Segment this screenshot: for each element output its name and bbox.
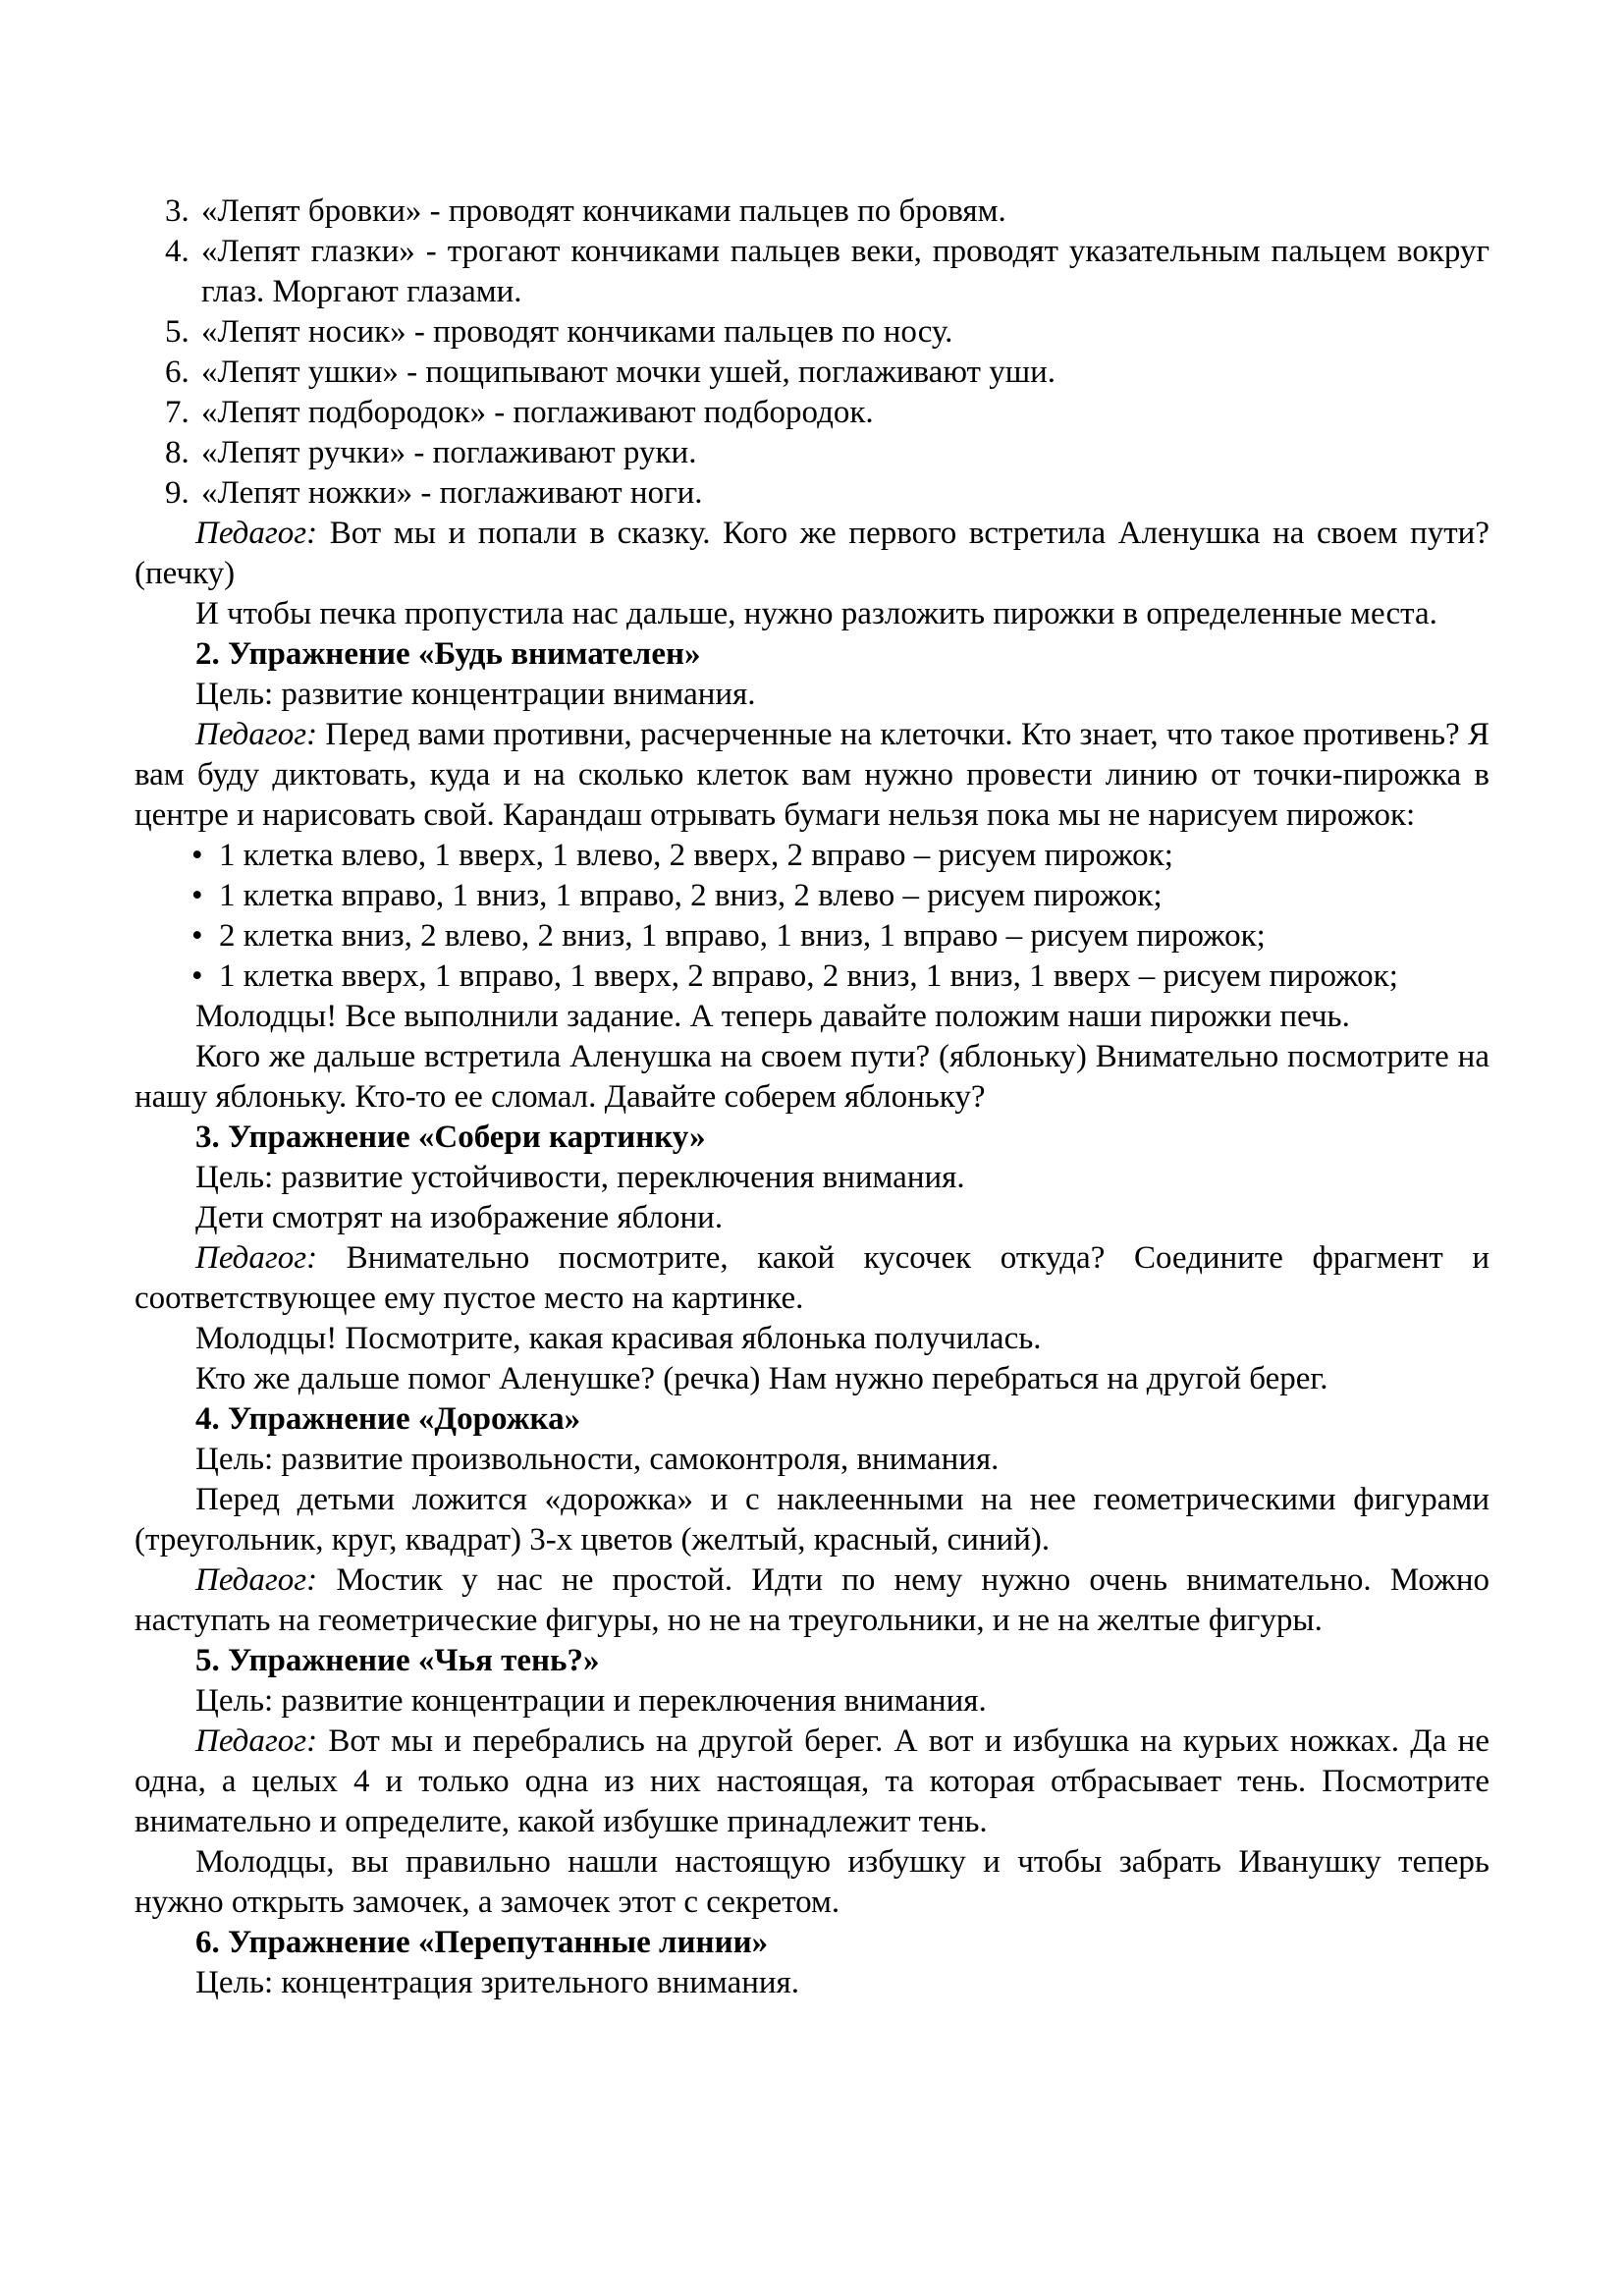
paragraph-teacher-5 [135, 1722, 1489, 1842]
teacher-label: Педагог: [195, 717, 318, 752]
list-item-text: «Лепят глазки» - трогают кончиками пальцев веки, проводят указательным пальцем вокруг глаз. Моргают глазами. [201, 234, 1489, 309]
teacher-label: Педагог: [195, 1723, 318, 1759]
paragraph-ex2-after2: Кого же дальше встретила Аленушка на своем пути? (яблоньку) Внимательно посмотрите на нашу яблоньку. Кто-то ее сломал. Давайте соберем яблоньку? [135, 1039, 1489, 1115]
teacher-label: Педагог: [195, 1240, 318, 1276]
numbered-list [135, 191, 1489, 514]
paragraph-ex3-after1: Молодцы! Посмотрите, какая красивая яблонька получилась. [195, 1321, 1042, 1356]
paragraph-goal-6: Цель: концентрация зрительного внимания. [195, 1965, 799, 2000]
list-item-text: «Лепят носик» - проводят кончиками пальцев по носу. [201, 314, 953, 350]
bullet-icon: • [191, 918, 203, 954]
paragraph-teacher-4 [135, 1560, 1489, 1641]
teacher-label: Педагог: [195, 1562, 318, 1598]
list-item [135, 393, 1489, 433]
list-item-number: 5. [165, 314, 189, 350]
paragraph-ex3-after2: Кто же дальше помог Аленушке? (речка) Нам нужно перебраться на другой берег. [195, 1361, 1328, 1396]
list-item [135, 433, 1489, 473]
list-item [135, 232, 1489, 312]
bullet-item [135, 876, 1489, 916]
list-item [135, 353, 1489, 393]
list-item [135, 473, 1489, 514]
paragraph-text: Внимательно посмотрите, какой кусочек откуда? Соедините фрагмент и соответствующее ему пустое место на картинке. [135, 1240, 1489, 1316]
paragraph-ex5-after1: Молодцы, вы правильно нашли настоящую избушку и чтобы забрать Иванушку теперь нужно открыть замочек, а замочек этот с секретом. [135, 1844, 1489, 1920]
paragraph-goal-2: Цель: развитие концентрации внимания. [195, 677, 756, 712]
paragraph-ex2-after1: Молодцы! Все выполнили задание. А теперь давайте положим наши пирожки печь. [195, 999, 1350, 1034]
paragraph-teacher-intro [135, 514, 1489, 594]
list-item-number: 4. [165, 234, 189, 269]
paragraph-goal-4: Цель: развитие произвольности, самоконтроля, внимания. [195, 1442, 1000, 1477]
bullet-icon: • [191, 958, 203, 994]
paragraph-text: Вот мы и перебрались на другой берег. А вот и избушка на курьих ножках. Да не одна, а целых 4 и только одна из них настоящая, та которая отбрасывает тень. Посмотрите внимательно и определите, какой избушке принадлежит тень. [135, 1723, 1489, 1839]
bullet-icon: • [191, 878, 203, 913]
paragraph-intro-next: И чтобы печка пропустила нас дальше, нужно разложить пирожки в определенные места. [195, 596, 1437, 631]
list-item-number: 9. [165, 475, 189, 511]
paragraph-teacher-2 [135, 715, 1489, 836]
paragraph-text: Перед вами противни, расчерченные на клеточки. Кто знает, что такое противень? Я вам буду диктовать, куда и на сколько клеток вам нужно провести линию от точки-пирожка в центре и нарисовать свой. Карандаш отрывать бумаги нельзя пока мы не нарисуем пирожок: [135, 717, 1489, 833]
heading-exercise-6: 6. Упражнение «Перепутанные линии» [195, 1925, 769, 1960]
paragraph-goal-3: Цель: развитие устойчивости, переключения внимания. [195, 1160, 965, 1195]
bullet-text: 1 клетка вправо, 1 вниз, 1 вправо, 2 вниз, 2 влево – рисуем пирожок; [219, 878, 1163, 913]
heading-exercise-3: 3. Упражнение «Собери картинку» [195, 1120, 706, 1155]
heading-exercise-2: 2. Упражнение «Будь внимателен» [195, 636, 701, 672]
heading-exercise-4: 4. Упражнение «Дорожка» [195, 1401, 581, 1437]
paragraph-text: Мостик у нас не простой. Идти по нему нужно очень внимательно. Можно наступать на геометрические фигуры, но не на треугольники, и не на желтые фигуры. [135, 1562, 1489, 1638]
list-item-text: «Лепят ушки» - пощипывают мочки ушей, поглаживают уши. [201, 355, 1056, 390]
paragraph-goal-5: Цель: развитие концентрации и переключения внимания. [195, 1683, 987, 1719]
bullet-text: 1 клетка влево, 1 вверх, 1 влево, 2 вверх, 2 вправо – рисуем пирожок; [219, 838, 1173, 873]
list-item-text: «Лепят подбородок» - поглаживают подбородок. [201, 395, 874, 430]
bullet-item [135, 957, 1489, 997]
heading-exercise-5: 5. Упражнение «Чья тень?» [195, 1643, 600, 1678]
paragraph-teacher-3 [135, 1238, 1489, 1319]
list-item-text: «Лепят бровки» - проводят кончиками пальцев по бровям. [201, 193, 1006, 229]
teacher-label: Педагог: [195, 516, 318, 551]
list-item-number: 6. [165, 355, 189, 390]
list-item [135, 191, 1489, 232]
paragraph-ex4-setup: Перед детьми ложится «дорожка» и с наклеенными на нее геометрическими фигурами (треугольник, круг, квадрат) 3-х цветов (желтый, красный, синий). [135, 1482, 1489, 1558]
bullet-list [135, 836, 1489, 997]
bullet-item [135, 916, 1489, 957]
list-item-number: 3. [165, 193, 189, 229]
paragraph-ex3-note: Дети смотрят на изображение яблони. [195, 1200, 724, 1235]
list-item [135, 312, 1489, 353]
bullet-icon: • [191, 838, 203, 873]
bullet-text: 2 клетка вниз, 2 влево, 2 вниз, 1 вправо, 1 вниз, 1 вправо – рисуем пирожок; [219, 918, 1266, 954]
list-item-number: 7. [165, 395, 189, 430]
list-item-number: 8. [165, 435, 189, 470]
list-item-text: «Лепят ручки» - поглаживают руки. [201, 435, 697, 470]
bullet-text: 1 клетка вверх, 1 вправо, 1 вверх, 2 вправо, 2 вниз, 1 вниз, 1 вверх – рисуем пирожок; [219, 958, 1398, 994]
list-item-text: «Лепят ножки» - поглаживают ноги. [201, 475, 703, 511]
bullet-item [135, 836, 1489, 876]
paragraph-text: Вот мы и попали в сказку. Кого же первого встретила Аленушка на своем пути? (печку) [135, 516, 1489, 591]
